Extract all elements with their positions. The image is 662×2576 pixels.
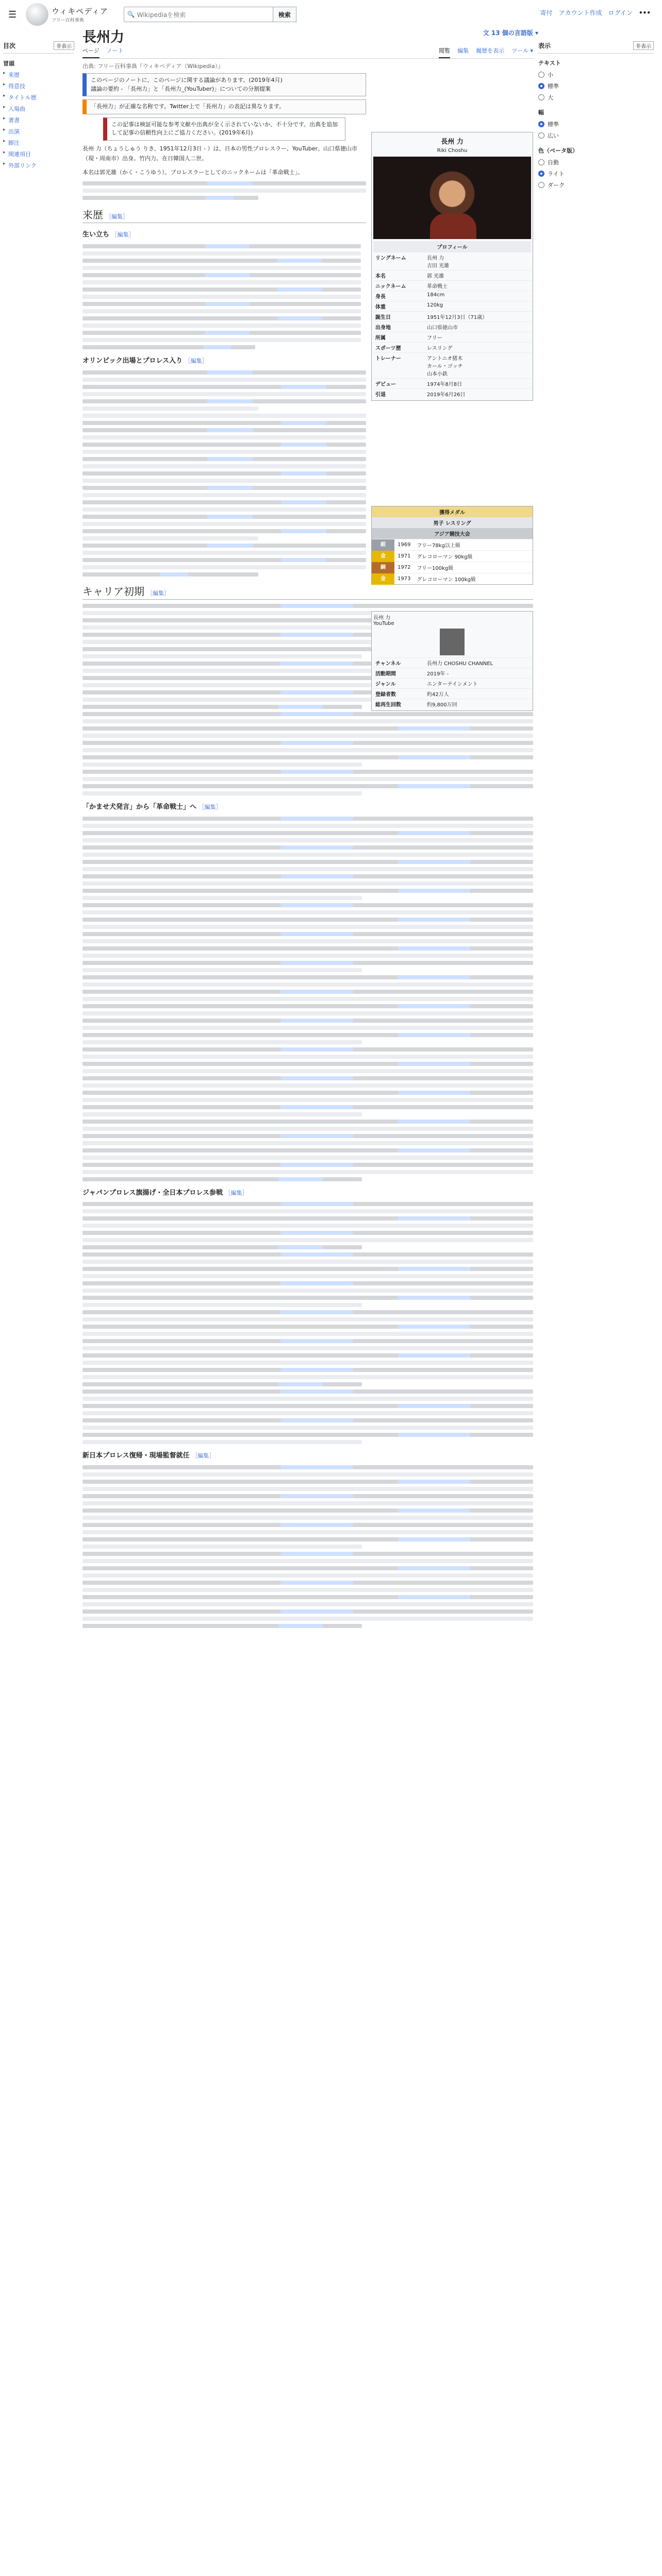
radio-button[interactable] — [538, 171, 544, 177]
text-block — [82, 370, 366, 577]
radio-label: 標準 — [548, 83, 559, 90]
toc-item[interactable] — [3, 58, 74, 69]
radio-option[interactable] — [538, 157, 654, 168]
medal-row — [372, 539, 533, 550]
radio-option[interactable] — [538, 92, 654, 103]
infobox-row — [373, 332, 531, 342]
logo-subtitle: フリー百科事典 — [52, 18, 84, 23]
medal-sport: 男子 レスリング — [372, 517, 533, 528]
chevron-down-icon: ▸ — [3, 116, 6, 121]
logo-title: ウィキペディア — [52, 7, 108, 16]
from-line: 出典: フリー百科事典『ウィキペディア（Wikipedia）』 — [82, 63, 224, 70]
section-japanpro: ジャパンプロレス旗揚げ・全日本プロレス参戦 ［編集］ — [82, 1189, 248, 1197]
medal-year: 1973 — [398, 576, 411, 582]
radio-option[interactable] — [538, 80, 654, 92]
tab-talk[interactable]: ノート — [106, 47, 124, 54]
more-icon[interactable]: ••• — [638, 9, 651, 16]
yt-row — [373, 668, 531, 678]
medal-title: 獲得メダル — [372, 506, 533, 517]
infobox-value: 120kg — [427, 302, 443, 308]
toc-item-label: 来歴 — [8, 72, 20, 78]
section-olympic: オリンピック出場とプロレス入り ［編集］ — [82, 357, 208, 365]
width-title: 幅 — [538, 109, 544, 116]
yt-row — [373, 688, 531, 699]
toc-item-label: 外部リンク — [8, 162, 37, 169]
text-block — [82, 817, 533, 1181]
medal-country: アジア競技大会 — [372, 528, 533, 539]
infobox — [371, 132, 533, 401]
medal-year: 1971 — [398, 553, 411, 559]
infobox-key: スポーツ歴 — [375, 346, 401, 351]
toc-item[interactable] — [3, 92, 74, 103]
tab-read[interactable]: 閲覧 — [439, 46, 450, 58]
search-input[interactable] — [124, 7, 273, 22]
toc-item-label: 出演 — [8, 128, 20, 135]
infobox-row — [373, 301, 531, 311]
radio-button[interactable] — [538, 132, 544, 139]
infobox-row — [373, 378, 531, 388]
yt-title: 長州 力 — [373, 615, 391, 621]
search-placeholder: Wikipediaを検索 — [137, 11, 186, 19]
toc-item[interactable] — [3, 114, 74, 126]
text-block — [82, 244, 361, 349]
infobox-key: 誕生日 — [375, 315, 391, 320]
yt-key: 総再生回数 — [375, 702, 401, 708]
radio-button[interactable] — [538, 72, 544, 78]
medal-event[interactable]: グレコローマン 90kg級 — [417, 554, 473, 560]
medal-year: 1969 — [398, 542, 411, 548]
notice-name: 「長州力」が正確な名称です。Twitter上で「長州力」の表記は異なります。 — [82, 99, 366, 114]
toc-list — [3, 58, 74, 171]
infobox-name-sub: Riki Choshu — [437, 148, 468, 154]
radio-label: ダーク — [548, 182, 565, 189]
chevron-down-icon: ▸ — [3, 150, 6, 155]
appearance-hide-button[interactable]: 非表示 — [633, 41, 654, 50]
chevron-down-icon: ▸ — [3, 93, 6, 98]
infobox-value: 1951年12月3日（71歳） — [427, 315, 488, 320]
infobox-value: 郭 光雄 — [427, 274, 444, 279]
infobox-value: 1974年8月8日 — [427, 382, 462, 387]
search-icon: 🔍 — [127, 11, 137, 18]
toc-item-label: 冒頭 — [3, 60, 14, 67]
user-links — [540, 8, 651, 17]
language-button[interactable]: 文 13 個の言語版 ▾ — [483, 29, 538, 37]
medal-badge: 銅 — [372, 562, 394, 573]
tab-page[interactable]: ページ — [82, 46, 100, 58]
section-history: 来歴 ［編集］ — [82, 208, 366, 223]
toc-item-label: 得意技 — [8, 83, 25, 90]
tab-edit[interactable]: 編集 — [457, 47, 469, 54]
chevron-down-icon: ▸ — [3, 161, 6, 166]
infobox-value: 長州 力 吉田 光雄 — [427, 256, 450, 269]
medal-event[interactable]: フリー78kg以上級 — [417, 543, 460, 549]
infobox-key: デビュー — [375, 382, 396, 387]
lead-paragraph-2: 本名は郭光雄（かく・こうゆう）。プロレスラーとしてのニックネームは「革命戦士」。 — [82, 169, 304, 176]
wrestler-photo[interactable] — [373, 157, 531, 239]
infobox-value: アントニオ猪木 カール・ゴッチ 山本小鉄 — [427, 356, 463, 377]
text-block — [82, 1202, 533, 1444]
yt-key: ジャンル — [375, 682, 396, 687]
radio-label: 大 — [548, 94, 553, 101]
chevron-down-icon: ▸ — [3, 139, 6, 144]
radio-option[interactable] — [538, 69, 654, 80]
infobox-key: 本名 — [375, 274, 386, 279]
infobox-row — [373, 270, 531, 280]
infobox-row — [373, 280, 531, 291]
infobox-value: 184cm — [427, 292, 445, 298]
infobox-row — [373, 342, 531, 352]
toc-item-label: タイトル歴 — [8, 94, 37, 101]
yt-row — [373, 657, 531, 668]
radio-option[interactable] — [538, 179, 654, 191]
radio-button[interactable] — [538, 121, 544, 127]
medal-event[interactable]: フリー100kg級 — [417, 566, 454, 571]
toc-item[interactable] — [3, 126, 74, 137]
radio-option[interactable] — [538, 130, 654, 141]
medal-badge: 金 — [372, 573, 394, 585]
yt-photo[interactable] — [440, 629, 465, 655]
radio-button[interactable] — [538, 83, 544, 89]
infobox-key: 体重 — [375, 304, 386, 310]
infobox-row — [373, 388, 531, 399]
chevron-down-icon: ▸ — [3, 127, 6, 132]
toc-item[interactable] — [3, 69, 74, 80]
medal-row — [372, 562, 533, 573]
infobox-profile-caption: プロフィール — [373, 241, 531, 252]
infobox-value: レスリング — [427, 346, 453, 351]
radio-label: 標準 — [548, 121, 559, 128]
medal-row — [372, 573, 533, 584]
toc-item-label: 関連項目 — [8, 151, 31, 158]
medal-row — [372, 550, 533, 562]
infobox-key: 出身地 — [375, 325, 391, 331]
yt-row — [373, 699, 531, 709]
toc-item-label: 入場曲 — [8, 106, 25, 112]
radio-label: ライト — [548, 171, 565, 177]
infobox-value: フリー — [427, 335, 442, 341]
appearance-sidebar — [538, 41, 654, 191]
infobox-row — [373, 311, 531, 321]
section-kamase: 「かませ犬発言」から「革命戦士」へ ［編集］ — [82, 803, 222, 811]
radio-button[interactable] — [538, 182, 544, 188]
youtube-box — [371, 611, 533, 711]
edit-link[interactable]: ［編集］ — [185, 358, 208, 364]
infobox-row — [373, 252, 531, 270]
yt-row — [373, 678, 531, 688]
yt-value: エンターテインメント — [427, 682, 478, 687]
edit-link[interactable]: ［編集］ — [106, 213, 128, 221]
infobox-row — [373, 291, 531, 301]
tab-tools[interactable]: ツール ▾ — [511, 47, 533, 54]
toc-item-label: 脚注 — [8, 140, 20, 146]
edit-link[interactable]: ［編集］ — [147, 589, 170, 597]
chevron-down-icon: ▸ — [3, 105, 6, 110]
toc-item[interactable] — [3, 137, 74, 148]
medal-badge: 銀 — [372, 539, 394, 551]
infobox-value: 2019年6月26日 — [427, 392, 466, 398]
menu-icon[interactable]: ☰ — [8, 9, 17, 20]
toc-hide-button[interactable]: 非表示 — [54, 41, 74, 50]
medal-badge: 金 — [372, 551, 394, 562]
infobox-value: 革命戦士 — [427, 284, 448, 290]
yt-key: 登録者数 — [375, 692, 396, 698]
infobox-key: 引退 — [375, 392, 386, 398]
radio-button[interactable] — [538, 159, 544, 165]
article-body — [82, 73, 366, 1631]
color-title: 色（ベータ版） — [538, 147, 578, 154]
toc-item[interactable] — [3, 103, 74, 114]
radio-label: 自動 — [548, 159, 559, 166]
infobox-key: 身長 — [375, 294, 386, 300]
login-link[interactable]: ログイン — [608, 9, 633, 16]
yt-subtitle: YouTube — [373, 621, 394, 626]
infobox-value: 山口県徳山市 — [427, 325, 458, 331]
search-button[interactable]: 検索 — [273, 7, 296, 22]
medal-event[interactable]: グレコローマン 100kg級 — [417, 577, 476, 583]
donate-link[interactable]: 寄付 — [540, 9, 553, 16]
toc-sidebar — [0, 41, 77, 171]
notice-sources: この記事は検証可能な参考文献や出典が全く示されていないか、不十分です。出典を追加して記事の信頼性向上にご協力ください。(2019年6月) — [103, 117, 345, 141]
toc-item[interactable] — [3, 160, 74, 171]
infobox-key: トレーナー — [375, 356, 401, 362]
text-block — [82, 1465, 533, 1628]
search-form — [124, 7, 296, 22]
infobox-key: リングネーム — [375, 256, 406, 261]
section-newjapan: 新日本プロレス復帰・現場監督就任 ［編集］ — [82, 1452, 215, 1460]
chevron-down-icon: ▸ — [3, 71, 6, 76]
infobox-row — [373, 321, 531, 332]
section-birth: 生い立ち ［編集］ — [82, 231, 135, 239]
lead-paragraph: 長州 力（ちょうしゅう りき、1951年12月3日 - ）は、日本の男性プロレスラー、YouTuber。山口県徳山市（現・周南市）出身。竹内力。在日韓国人二世。 — [82, 145, 357, 162]
tab-history[interactable]: 履歴を表示 — [476, 47, 505, 54]
wikipedia-logo[interactable] — [26, 3, 108, 26]
toc-item[interactable] — [3, 80, 74, 92]
yt-value: 約42万人 — [427, 692, 449, 698]
edit-link[interactable]: ［編集］ — [111, 231, 135, 239]
yt-value: 約9,800万回 — [427, 702, 457, 708]
infobox-key: 所属 — [375, 335, 386, 341]
chevron-down-icon: ▸ — [3, 82, 6, 87]
create-account-link[interactable]: アカウント作成 — [558, 9, 602, 16]
yt-key: チャンネル — [375, 661, 401, 667]
radio-option[interactable] — [538, 118, 654, 130]
infobox-row — [373, 352, 531, 378]
notice-talk: このページのノートに、このページに関する議論があります。(2019年4月) 議論の要約 - 「長州力」と「長州力_(YouTuber)」についての分割提案 — [82, 73, 366, 96]
medal-table — [371, 506, 533, 585]
infobox-name: 長州 力 — [441, 138, 464, 146]
yt-key: 活動期間 — [375, 671, 396, 677]
yt-value: 2019年 - — [427, 671, 449, 677]
infobox-key: ニックネーム — [375, 284, 406, 290]
yt-value: 長州力 CHOSHU CHANNEL — [427, 661, 493, 667]
edit-link[interactable]: ［編集］ — [192, 1452, 215, 1460]
toc-title: 目次 — [3, 42, 16, 49]
appearance-title: 表示 — [538, 42, 551, 49]
edit-link[interactable]: ［編集］ — [198, 803, 222, 810]
section-career: キャリア初期 ［編集］ — [82, 585, 533, 600]
text-size-title: テキスト — [538, 60, 561, 66]
toc-item[interactable] — [3, 148, 74, 160]
page-title: 長州力 — [82, 29, 124, 45]
radio-option[interactable] — [538, 168, 654, 179]
radio-label: 広い — [548, 132, 559, 139]
radio-button[interactable] — [538, 94, 544, 100]
medal-year: 1972 — [398, 565, 411, 570]
page-tabs — [82, 46, 533, 59]
radio-label: 小 — [548, 72, 553, 78]
globe-icon — [26, 3, 48, 26]
lead-text-block — [82, 181, 366, 200]
toc-item-label: 著書 — [8, 117, 20, 124]
edit-link[interactable]: ［編集］ — [225, 1189, 248, 1196]
